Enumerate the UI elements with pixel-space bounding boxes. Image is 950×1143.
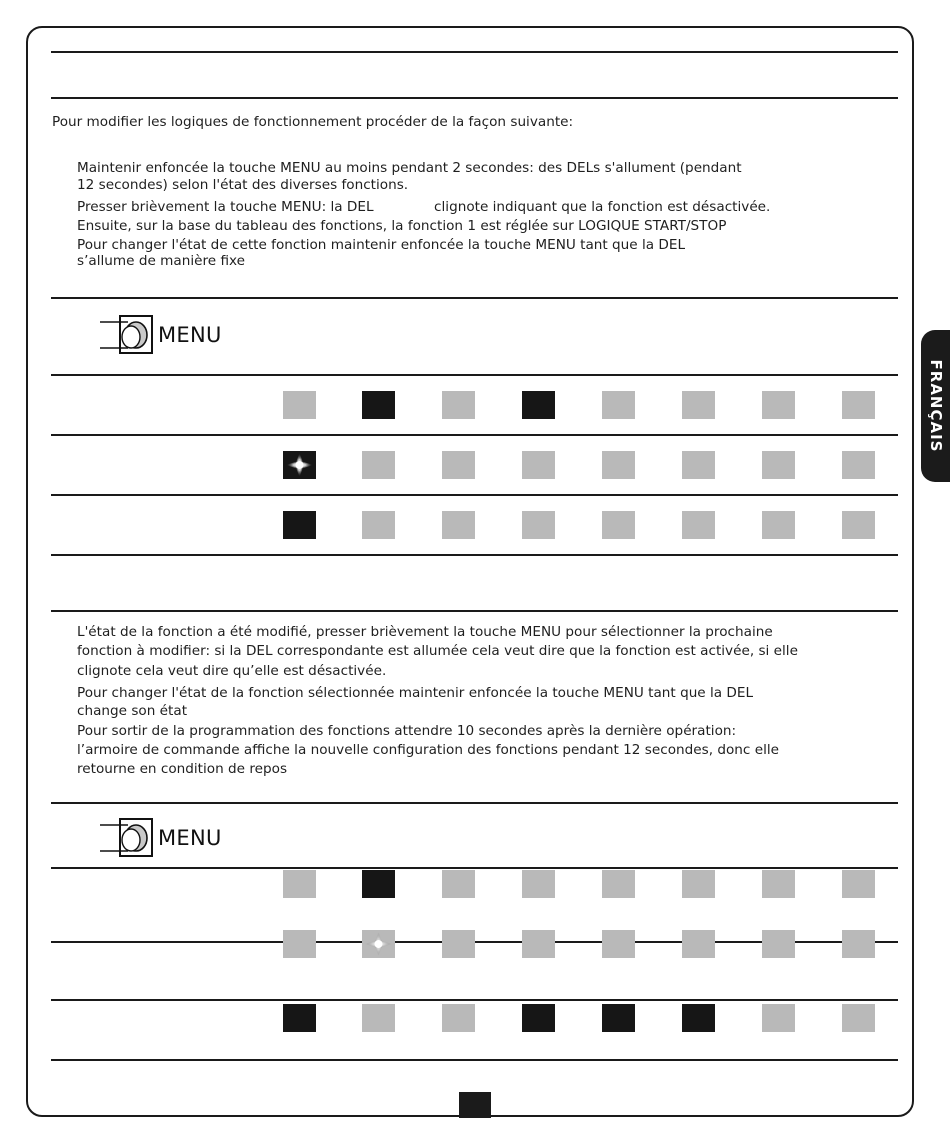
text-line: Ensuite, sur la base du tableau des fonctions, la fonction 1 est réglée sur LOGIQUE START/STOP bbox=[77, 218, 727, 234]
text-line: clignote cela veut dire qu’elle est désactivée. bbox=[77, 663, 387, 679]
led-5 bbox=[602, 451, 635, 479]
divider bbox=[51, 434, 898, 436]
led-2 bbox=[362, 391, 395, 419]
divider bbox=[51, 1059, 898, 1061]
finger-press-icon bbox=[100, 313, 154, 357]
led-6 bbox=[682, 451, 715, 479]
led-4 bbox=[522, 1004, 555, 1032]
led-7 bbox=[762, 930, 795, 958]
divider bbox=[51, 867, 898, 869]
led-row bbox=[0, 511, 950, 541]
text-line: L'état de la fonction a été modifié, presser brièvement la touche MENU pour sélectionner la prochaine bbox=[77, 624, 773, 640]
led-6 bbox=[682, 1004, 715, 1032]
led-row bbox=[0, 1004, 950, 1034]
led-8 bbox=[842, 870, 875, 898]
text-line: Pour sortir de la programmation des fonctions attendre 10 secondes après la dernière opération: bbox=[77, 723, 737, 739]
led-3 bbox=[442, 1004, 475, 1032]
page-marker bbox=[459, 1092, 491, 1118]
led-row bbox=[0, 391, 950, 421]
menu-button-illustration bbox=[100, 816, 222, 860]
led-1 bbox=[283, 870, 316, 898]
text-line: 12 secondes) selon l'état des diverses fonctions. bbox=[77, 177, 409, 193]
text-line: fonction à modifier: si la DEL correspondante est allumée cela veut dire que la fonction est activée, si elle bbox=[77, 643, 798, 659]
led-row bbox=[0, 451, 950, 481]
led-1 bbox=[283, 511, 316, 539]
menu-label: MENU bbox=[158, 323, 222, 347]
led-8 bbox=[842, 451, 875, 479]
blinking-led-icon bbox=[362, 930, 395, 958]
text-line: Pour changer l'état de cette fonction maintenir enfoncée la touche MENU tant que la DEL bbox=[77, 237, 686, 253]
led-2 bbox=[362, 511, 395, 539]
led-7 bbox=[762, 511, 795, 539]
led-5 bbox=[602, 1004, 635, 1032]
menu-label: MENU bbox=[158, 826, 222, 850]
led-4 bbox=[522, 451, 555, 479]
led-3 bbox=[442, 511, 475, 539]
led-3 bbox=[442, 870, 475, 898]
led-8 bbox=[842, 930, 875, 958]
language-tab bbox=[921, 330, 950, 482]
led-5 bbox=[602, 870, 635, 898]
text-line: retourne en condition de repos bbox=[77, 761, 288, 777]
led-3 bbox=[442, 930, 475, 958]
menu-button-illustration bbox=[100, 313, 222, 357]
divider bbox=[51, 374, 898, 376]
led-6 bbox=[682, 930, 715, 958]
divider bbox=[51, 610, 898, 612]
led-row bbox=[0, 930, 950, 960]
text-line: change son état bbox=[77, 703, 188, 719]
led-row bbox=[0, 870, 950, 900]
led-5 bbox=[602, 930, 635, 958]
divider bbox=[51, 97, 898, 99]
led-1 bbox=[283, 1004, 316, 1032]
led-6 bbox=[682, 511, 715, 539]
blinking-led-icon bbox=[283, 451, 316, 479]
finger-press-icon bbox=[100, 816, 154, 860]
led-5 bbox=[602, 391, 635, 419]
led-2 bbox=[362, 1004, 395, 1032]
text-line: Pour changer l'état de la fonction sélectionnée maintenir enfoncée la touche MENU tant que la DEL bbox=[77, 685, 754, 701]
led-3 bbox=[442, 451, 475, 479]
led-4 bbox=[522, 870, 555, 898]
divider bbox=[51, 494, 898, 496]
led-6 bbox=[682, 870, 715, 898]
intro-text: Pour modifier les logiques de fonctionnement procéder de la façon suivante: bbox=[52, 114, 574, 130]
divider bbox=[51, 554, 898, 556]
led-6 bbox=[682, 391, 715, 419]
led-1 bbox=[283, 930, 316, 958]
led-1 bbox=[283, 451, 316, 479]
led-1 bbox=[283, 391, 316, 419]
text-line: Presser brièvement la touche MENU: la DEL clignote indiquant que la fonction est désactivée. bbox=[77, 199, 771, 215]
led-5 bbox=[602, 511, 635, 539]
text-line: s’allume de manière fixe bbox=[77, 253, 245, 269]
led-7 bbox=[762, 451, 795, 479]
led-8 bbox=[842, 511, 875, 539]
led-4 bbox=[522, 930, 555, 958]
led-7 bbox=[762, 870, 795, 898]
divider bbox=[51, 802, 898, 804]
led-2 bbox=[362, 451, 395, 479]
led-4 bbox=[522, 511, 555, 539]
led-2 bbox=[362, 930, 395, 958]
divider bbox=[51, 51, 898, 53]
language-label: FRANÇAIS bbox=[926, 359, 945, 453]
led-4 bbox=[522, 391, 555, 419]
led-7 bbox=[762, 391, 795, 419]
led-8 bbox=[842, 1004, 875, 1032]
led-7 bbox=[762, 1004, 795, 1032]
text-line: Maintenir enfoncée la touche MENU au moins pendant 2 secondes: des DELs s'allument (pendant bbox=[77, 160, 742, 176]
divider bbox=[51, 999, 898, 1001]
led-8 bbox=[842, 391, 875, 419]
led-3 bbox=[442, 391, 475, 419]
text-line: l’armoire de commande affiche la nouvelle configuration des fonctions pendant 12 secondes, donc elle bbox=[77, 742, 779, 758]
divider bbox=[51, 297, 898, 299]
led-2 bbox=[362, 870, 395, 898]
